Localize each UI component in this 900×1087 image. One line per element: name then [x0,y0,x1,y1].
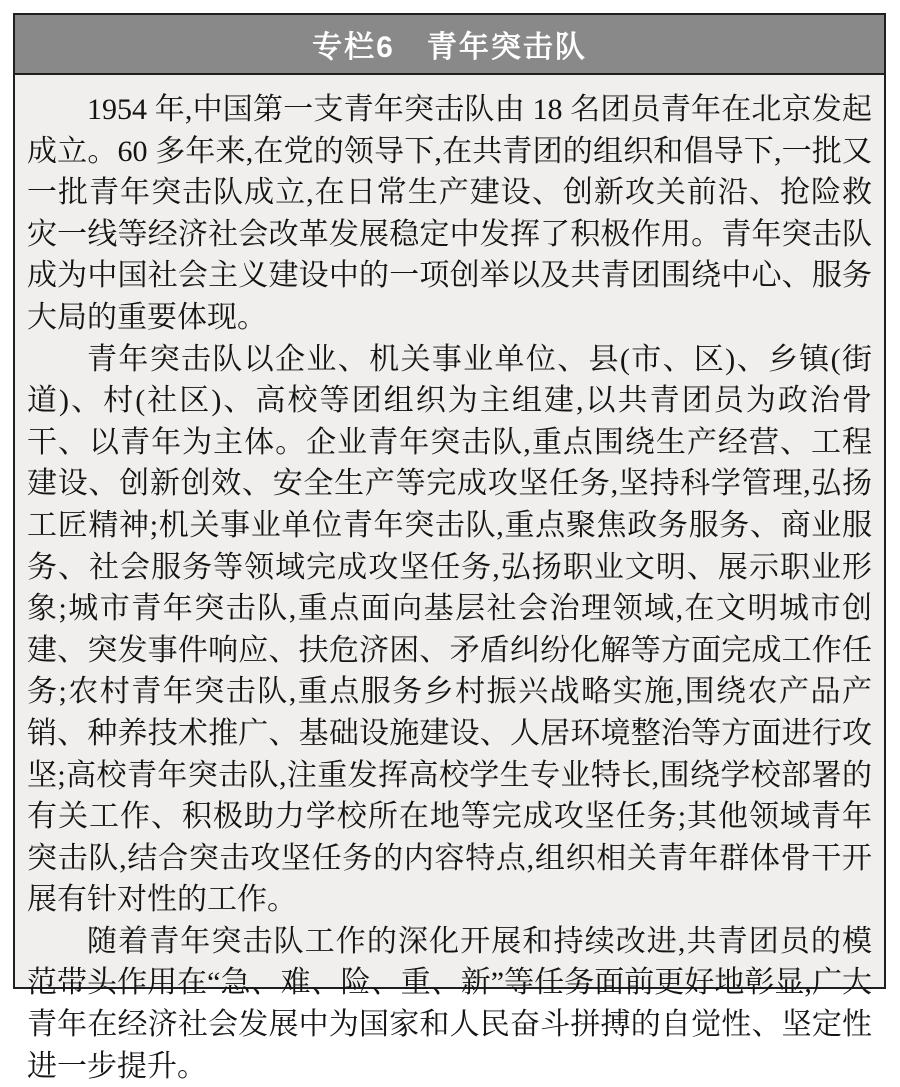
panel-header [15,15,884,75]
column-panel [13,13,886,1083]
paragraph-organization: 青年突击队以企业、机关事业单位、县(市、区)、乡镇(街道)、村(社区)、高校等团组织为主组建,以共青团员为政治骨干、以青年为主体。企业青年突击队,重点围绕生产经营、工程建设、创新创效、安全生产等完成攻坚任务,坚持科学管理,弘扬工匠精神;机关事业单位青年突击队,重点聚焦政务服务、商业服务、社会服务等领域完成攻坚任务,弘扬职业文明、展示职业形象;城市青年突击队,重点面向基层社会治理领域,在文明城市创建、突发事件响应、扶危济困、矛盾纠纷化解等方面完成工作任务;农村青年突击队,重点服务乡村振兴战略实施,围绕农产品产销、种养技术推广、基础设施建设、人居环境整治等方面进行攻坚;高校青年突击队,注重发挥高校学生专业特长,围绕学校部署的有关工作、积极助力学校所在地等完成攻坚任务;其他领域青年突击队,结合突击攻坚任务的内容特点,组织相关青年群体骨干开展有针对性的工作。 [27,342,872,917]
paragraph-history: 1954 年,中国第一支青年突击队由 18 名团员青年在北京发起成立。60 多年来,在党的领导下,在共青团的组织和倡导下,一批又一批青年突击队成立,在日常生产建设、创新攻关前沿、抢险救灾一线等经济社会改革发展稳定中发挥了积极作用。青年突击队成为中国社会主义建设中的一项创举以及共青团围绕中心、服务大局的重要体现。 [27,93,872,334]
panel-title: 专栏6 青年突击队 [312,31,587,64]
paragraph-impact: 随着青年突击队工作的深化开展和持续改进,共青团员的模范带头作用在“急、难、险、重、新”等任务面前更好地彰显,广大青年在经济社会发展中为国家和人民奋斗拼搏的自觉性、坚定性进一步提升。 [27,924,872,1083]
panel-body [15,75,884,1087]
